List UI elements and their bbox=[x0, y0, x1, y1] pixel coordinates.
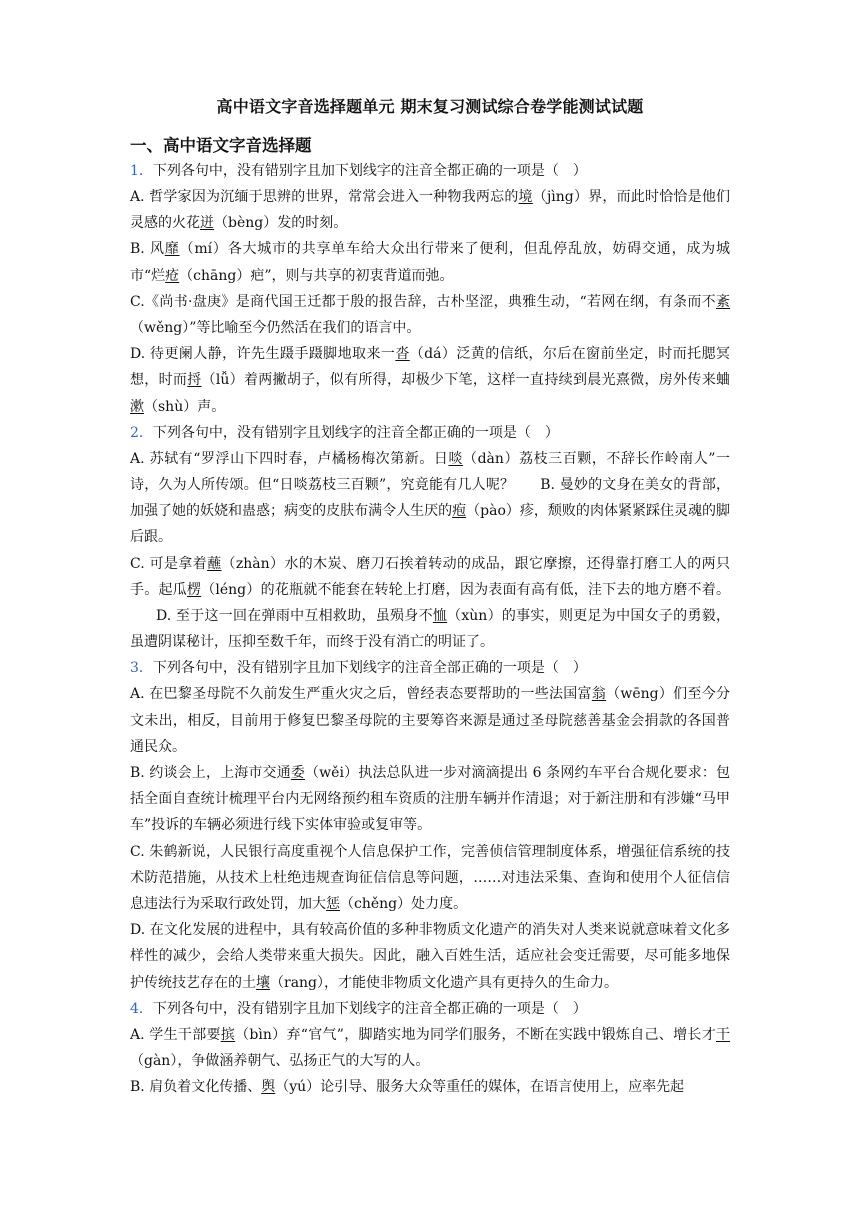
option-text: （gàn），争做涵养朝气、弘扬正气的大写的人。 bbox=[130, 1053, 430, 1070]
option-text: A. 学生干部要 bbox=[130, 1026, 221, 1043]
underlined-char: 靡 bbox=[164, 241, 180, 258]
question-number: 2． bbox=[130, 424, 153, 441]
underlined-char: 啖 bbox=[448, 450, 464, 467]
underlined-char: 沓 bbox=[395, 346, 410, 363]
option-text: （yú）论引导、服务大众等重任的媒体，在语言使用上，应率先起 bbox=[275, 1079, 685, 1096]
underlined-char: 楞 bbox=[186, 581, 202, 598]
underlined-char: 翁 bbox=[591, 686, 607, 703]
option-text: D. 待更阑人静，许先生蹑手蹑脚地取来一 bbox=[130, 346, 396, 363]
option-4a bbox=[130, 1022, 730, 1074]
option-3b bbox=[130, 760, 730, 839]
underlined-char: 蘸 bbox=[207, 555, 222, 572]
option-text: （wěi）执法总队进一步对滴滴提出 6 条网约车平台合规化要求：包括全面自查统计梳理平台内无网络预约租车资质的注册车辆并作清退；对于新注册和有涉嫌“马甲车”投诉的车辆必须进行线下实体审验或复审等。 bbox=[130, 765, 730, 834]
underlined-char: 壤 bbox=[256, 974, 270, 991]
option-text: C.《尚书·盘庚》是商代国王迁都于殷的报告辞，古朴坚涩，典雅生动，“若网在纲，有条而不 bbox=[130, 293, 716, 310]
question-number: 3． bbox=[130, 660, 153, 677]
option-1c bbox=[130, 289, 730, 341]
question-number: 4． bbox=[130, 1000, 153, 1017]
underlined-char: 境 bbox=[518, 189, 533, 205]
option-text: C. 朱鹤新说，人民银行高度重视个人信息保护工作，完善侦信管理制度体系，增强征信系统的技术防范措施，从技术上杜绝违规查询征信信息等问题，……对违法采集、查询和使用个人征信信息违法行为采取行政处罚，加大 bbox=[130, 843, 730, 913]
option-text: （wěng）”等比喻至今仍然活在我们的语言中。 bbox=[130, 320, 421, 337]
option-text: A. 哲学家因为沉缅于思辨的世界，常常会进入一种物我两忘的 bbox=[130, 189, 519, 205]
document-page bbox=[130, 96, 730, 1101]
question-2 bbox=[130, 420, 730, 446]
option-text: （wēng）们至今分文未出，相反，目前用于修复巴黎圣母院的主要筹咨来源是通过圣母院慈善基金会捐款的各国普通民众。 bbox=[130, 686, 731, 755]
question-3 bbox=[130, 655, 730, 681]
question-stem: 下列各句中，没有错别字且加下划线字的注音全都正确的一项是（ ） bbox=[152, 1000, 587, 1017]
underlined-char: 干 bbox=[716, 1026, 730, 1043]
question-number: 1． bbox=[130, 163, 153, 179]
option-text: A. 苏轼有“罗浮山下四时春，卢橘杨梅次第新。日 bbox=[130, 450, 449, 467]
option-text: （léng）的花瓶就不能套在转轮上打磨，因为表面有高有低，洼下去的地方磨不着。 bbox=[201, 581, 731, 598]
option-text: （zhàn）水的木炭、磨刀石挨着转动的成品，跟它摩擦，还得靠打磨工人的两只手。起瓜 bbox=[130, 555, 730, 598]
option-text: （lǚ）着两撇胡子，似有所得，却极少下笔，这样一直持续到晨光熹微，房外传来蛐 bbox=[201, 372, 731, 389]
section-title: 一、高中语文字音选择题 bbox=[130, 136, 312, 155]
question-stem: 下列各句中，没有错别字且加下划线字的注音全都正确的一项是（ ） bbox=[152, 163, 587, 179]
option-text: （bìn）弃“官气”，脚踏实地为同学们服务，不断在实践中锻炼自己、增长才 bbox=[235, 1026, 716, 1043]
underlined-char: 委 bbox=[290, 765, 306, 782]
option-text: （shù）声。 bbox=[144, 398, 226, 415]
underlined-char: 摈 bbox=[220, 1026, 236, 1043]
option-1d bbox=[130, 341, 730, 420]
option-text: （dàn）荔枝三百颗，不辞长作岭南人”一诗，久为人所传颂。但“日啖荔枝三百颗”，究竟能有几人呢？ bbox=[130, 450, 731, 494]
option-1a bbox=[130, 184, 730, 236]
option-3d bbox=[130, 917, 730, 996]
option-3c bbox=[130, 839, 730, 918]
option-text: B. 风 bbox=[130, 241, 165, 258]
option-text: （bèng）发的时刻。 bbox=[214, 215, 348, 232]
option-3a bbox=[130, 681, 730, 760]
option-2ab bbox=[130, 446, 730, 551]
option-text: （chāng）疤”，则与共享的初衷背道而弛。 bbox=[179, 267, 454, 284]
option-1b bbox=[130, 236, 730, 288]
underlined-char: 紊 bbox=[716, 293, 730, 310]
underlined-char: 舆 bbox=[261, 1079, 276, 1096]
option-text: （pào）疹，颓败的肉体紧紧踩住灵魂的脚后跟。 bbox=[130, 503, 730, 546]
option-text: A. 在巴黎圣母院不久前发生严重火灾之后，曾经表态要帮助的一些法国富 bbox=[130, 686, 592, 703]
option-text: （xùn）的事实，则更足为中国女子的勇毅，虽遭阴谋秘计，压抑至数千年，而终于没有消亡的明证了。 bbox=[130, 608, 730, 651]
underlined-char: 惩 bbox=[326, 896, 340, 913]
option-text: C. 可是拿着 bbox=[130, 555, 208, 572]
underlined-char: 恤 bbox=[432, 608, 448, 625]
option-text: B. 肩负着文化传播、 bbox=[130, 1079, 262, 1096]
underlined-char: 迸 bbox=[200, 215, 214, 232]
option-text: B. 曼妙的文身在美女的背部，加强了她的妖娆和蛊惑；病变的皮肤布满令人生厌的 bbox=[130, 477, 730, 520]
option-text: （dá）泛黄的信纸，尔后在窗前坐定，时而托腮冥想，时而 bbox=[130, 346, 731, 389]
option-2cd bbox=[130, 551, 730, 656]
question-1 bbox=[130, 158, 730, 184]
option-4b bbox=[130, 1074, 730, 1100]
question-stem: 下列各句中，没有错别字且加下划线字的注音全部正确的一项是（ ） bbox=[152, 660, 587, 677]
option-text: （jìng）界，而此时恰恰是他们灵感的火花 bbox=[130, 189, 731, 232]
option-text: （rang），才能使非物质文化遗产具有更持久的生命力。 bbox=[270, 974, 619, 991]
question-stem: 下列各句中，没有错别字且划线字的注音全都正确的一项是（ ） bbox=[152, 424, 559, 441]
underlined-char: 疱 bbox=[452, 503, 467, 520]
option-text: D. 至于这一回在弹雨中互相救助，虽殒身不 bbox=[156, 608, 433, 625]
option-text: D. 在文化发展的进程中，具有较高价值的多种非物质文化遗产的消失对人类来说就意味着文化多样性的减少，会给人类带来重大损失。因此，融入百姓生活，适应社会变迁需要，尽可能多地保护传统技艺存在的土 bbox=[130, 922, 730, 991]
option-text: B. 约谈会上，上海市交通 bbox=[130, 765, 291, 782]
option-text: （chěng）处力度。 bbox=[340, 896, 468, 913]
underlined-char: 疮 bbox=[165, 267, 180, 284]
document-title: 高中语文字音选择题单元 期末复习测试综合卷学能测试试题 bbox=[216, 97, 644, 116]
underlined-char: 漱 bbox=[130, 398, 144, 415]
option-text: （mí）各大城市的共享单车给大众出行带来了便利，但乱停乱放，妨碍交通，成为城市“烂 bbox=[130, 241, 730, 284]
underlined-char: 捋 bbox=[187, 372, 202, 389]
question-4 bbox=[130, 996, 730, 1022]
